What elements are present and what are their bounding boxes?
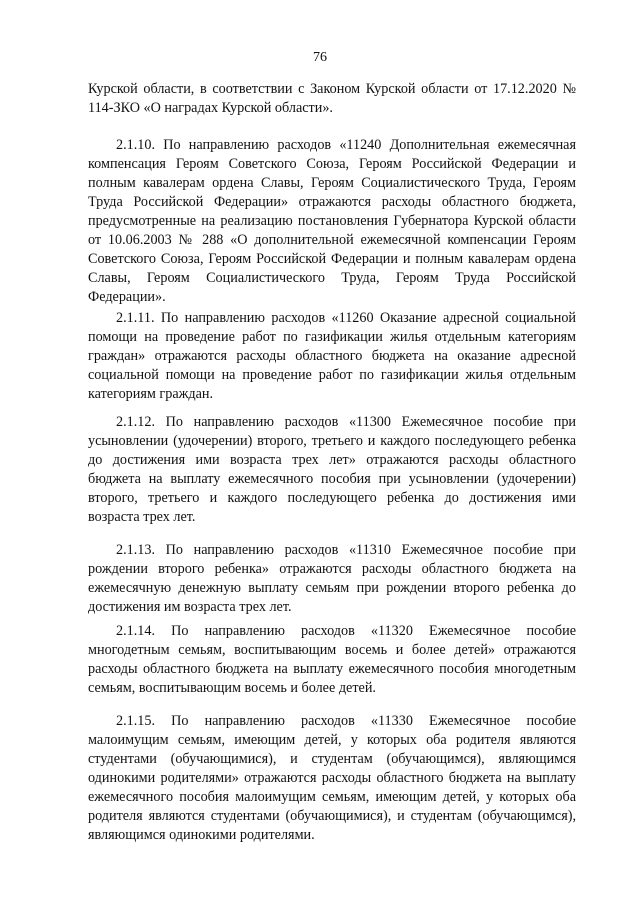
paragraph-2-1-14 [88, 622, 576, 698]
paragraph-2-1-12 [88, 413, 576, 527]
paragraph-number: 2.1.12. [116, 414, 156, 430]
paragraph-number: 2.1.15. [116, 713, 156, 729]
paragraph-number: 2.1.10. [116, 137, 156, 153]
paragraph-text: По направлению расходов «11310 Ежемесячное пособие при рождении второго ребенка» отражаются расходы областного бюджета на ежемесячную денежную выплату семьям при рождении второго ребенка до достижения им возраста трех лет. [88, 542, 576, 615]
page-number: 76 [313, 50, 327, 65]
paragraph-2-1-15 [88, 712, 576, 845]
paragraph-text: По направлению расходов «11260 Оказание адресной социальной помощи на проведение работ по газификации жилья отдельным категориям граждан» отражаются расходы областного бюджета на оказание адресной социальной помощи на проведение работ по газификации жилья отдельным категориям граждан. [88, 310, 577, 402]
paragraph-number: 2.1.11. [116, 310, 155, 326]
paragraph-2-1-13 [88, 541, 576, 617]
intro-paragraph [88, 80, 576, 118]
paragraph-text: По направлению расходов «11240 Дополнительная ежемесячная компенсация Героям Советского Союза, Героям Российской Федерации и полным кавалерам ордена Славы, Героям Социалистического Труда, Героям Труда Российской Федерации» отражаются расходы областного бюджета, предусмотренные на реализацию постановления Губернатора Курской области от 10.06.2003 № 288 «О дополнительной ежемесячной компенсации Героям Советского Союза, Героям Российской Федерации и полным кавалерам ордена Славы, Героям Социалистического Труда, Героям Труда Российской Федерации». [88, 137, 576, 305]
paragraph-text: По направлению расходов «11300 Ежемесячное пособие при усыновлении (удочерении) второго, третьего и каждого последующего ребенка до достижения ими возраста трех лет» отражаются расходы областного бюджета на выплату ежемесячного пособия при усыновлении (удочерении) второго, третьего и каждого последующего ребенка до достижения ими возраста трех лет. [88, 414, 576, 525]
paragraph-number: 2.1.13. [116, 542, 156, 558]
paragraph-2-1-11 [88, 309, 576, 404]
intro-text: Курской области, в соответствии с Законом Курской области от 17.12.2020 № 114-ЗКО «О наградах Курской области». [88, 81, 576, 116]
paragraph-text: По направлению расходов «11330 Ежемесячное пособие малоимущим семьям, имеющим детей, у которых оба родителя являются студентами (обучающимися), и студентам (обучающимся), являющимся одинокими родителями» отражаются расходы областного бюджета на выплату ежемесячного пособия малоимущим семьям, имеющим детей, у которых оба родителя являются студентами (обучающимися), и студентам (обучающимся), являющимся одинокими родителями. [88, 713, 576, 843]
paragraph-2-1-10 [88, 136, 576, 307]
paragraph-number: 2.1.14. [116, 623, 156, 639]
paragraph-text: По направлению расходов «11320 Ежемесячное пособие многодетным семьям, воспитывающим восемь и более детей» отражаются расходы областного бюджета на выплату ежемесячного пособия многодетным семьям, воспитывающим восемь и более детей. [88, 623, 576, 696]
